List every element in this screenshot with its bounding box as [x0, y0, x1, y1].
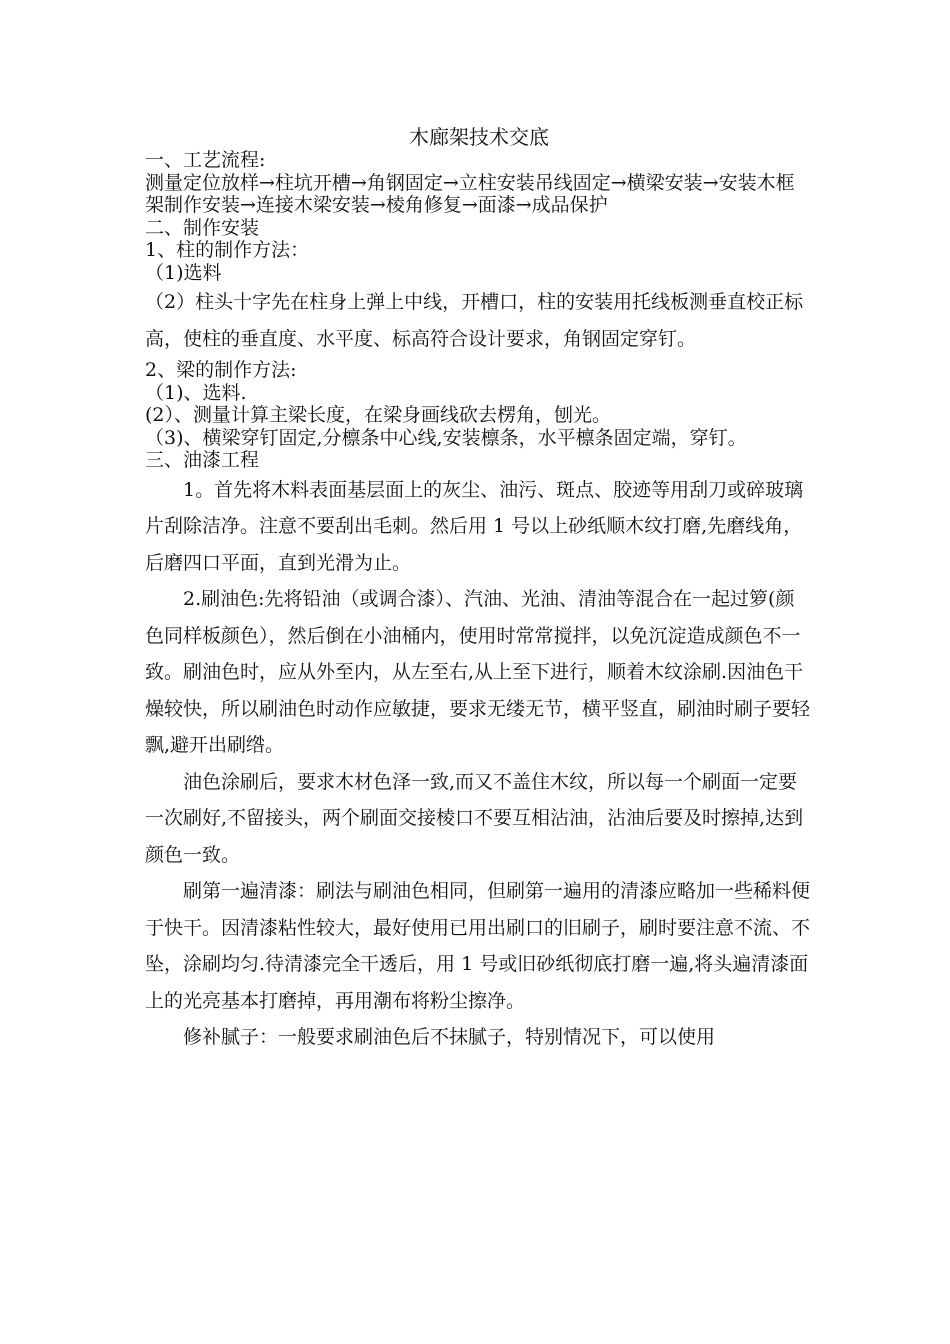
column-method-heading: 1、柱的制作方法：	[145, 239, 310, 261]
painting-paragraph-4: 刷第一遍清漆：刷法与刷油色相同，但刷第一遍用的清漆应略加一些稀料便于快干。因清漆粘性较大，最好使用已用出刷口的旧刷子，刷时要注意不流、不坠，涂刷均匀.待清漆完全干透后，用 1 号或旧砂纸彻底打磨一遍,将头遍清漆面上的光亮基本打磨掉，再用潮布将粉尘擦净。	[145, 880, 811, 1012]
painting-paragraph-2: 2.刷油色:先将铅油（或调合漆）、汽油、光油、清油等混合在一起过箩(颜色同样板颜色），然后倒在小油桶内，使用时常常搅拌，以免沉淀造成颜色不一致。刷油色时，应从外至内，从左至右,从上至下进行，顺着木纹涂刷.因油色干燥较快，所以刷油色时动作应敏捷，要求无缕无节，横平竖直，刷油时刷子要轻飘,避开出刷绺。	[145, 588, 811, 756]
process-flow-text: 测量定位放样→柱坑开槽→角钢固定→立柱安装吊线固定→横梁安装→安装木框架制作安装→连接木梁安装→棱角修复→面漆→成品保护	[145, 171, 795, 216]
beam-item-3: （3)、横梁穿钉固定,分檩条中心线,安装檩条，水平檩条固定端，穿钉。	[145, 426, 747, 449]
section-heading-painting: 三、油漆工程	[145, 449, 260, 471]
column-item-2: （2）柱头十字先在柱身上弹上中线，开槽口，柱的安装用托线板测垂直校正标高，使柱的垂直度、水平度、标高符合设计要求，角钢固定穿钉。	[145, 291, 804, 350]
section-heading-process: 一、工艺流程:	[145, 149, 266, 171]
painting-paragraph-5: 修补腻子：一般要求刷油色后不抹腻子，特别情况下，可以使用	[183, 1026, 716, 1048]
beam-method-heading: 2、梁的制作方法:	[145, 359, 297, 381]
beam-item-2: (2）、测量计算主梁长度，在梁身画线砍去楞角，刨光。	[145, 404, 612, 426]
painting-paragraph-1: 1。首先将木料表面基层面上的灰尘、油污、斑点、胶迹等用刮刀或碎玻璃片刮除洁净。注意不要刮出毛刺。然后用 1 号以上砂纸顺木纹打磨,先磨线角，后磨四口平面，直到光滑为止。	[145, 478, 804, 574]
section-heading-fabrication: 二、制作安装	[145, 216, 260, 239]
painting-paragraph-3: 油色涂刷后，要求木材色泽一致,而又不盖住木纹，所以每一个刷面一定要一次刷好,不留接头，两个刷面交接棱口不要互相沾油，沾油后要及时擦掉,达到颜色一致。	[145, 770, 804, 866]
document-body	[145, 125, 813, 1056]
document-title: 木廊架技术交底	[409, 125, 549, 149]
beam-item-1: （1)、选料.	[145, 381, 247, 404]
column-item-1: （1)选料	[145, 261, 222, 284]
